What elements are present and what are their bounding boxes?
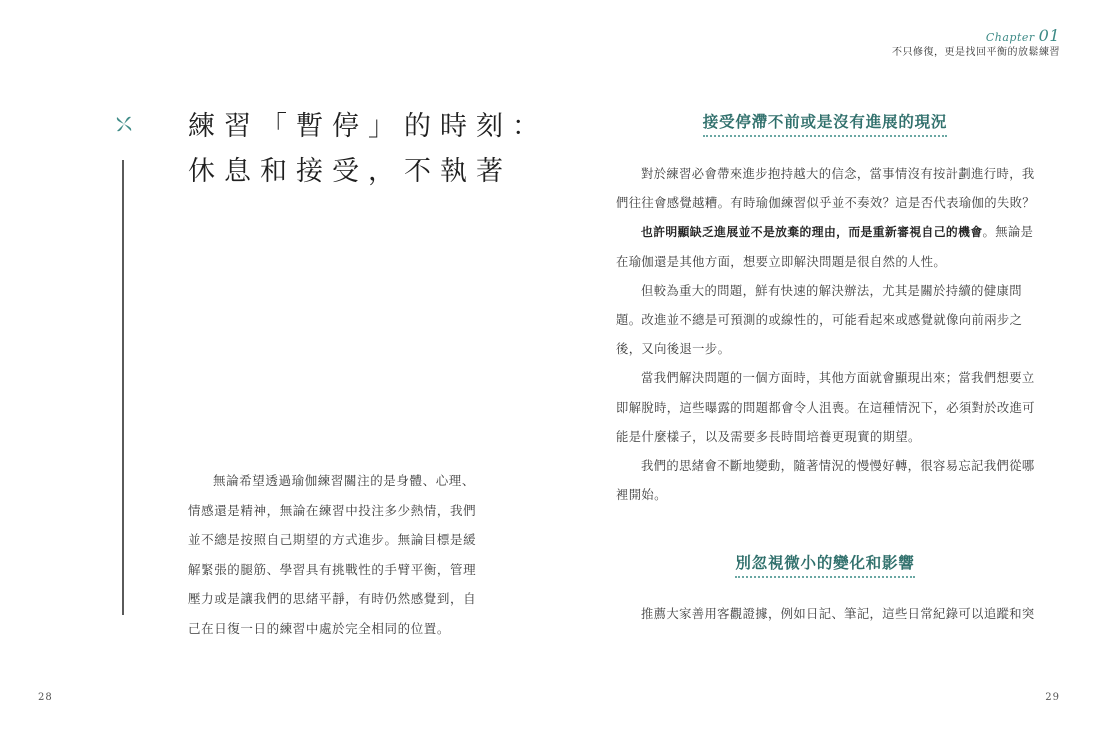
paragraph: 但較為重大的問題，鮮有快速的解決辦法，尤其是關於持續的健康問題。改進並不總是可預測的或線性的，可能看起來或感覺就像向前兩步之後，又向後退一步。	[616, 283, 1023, 357]
bold-phrase: 也許明顯缺乏進展並不是放棄的理由，而是重新審視自己的機會	[641, 225, 983, 240]
paragraph: 當我們解決問題的一個方面時，其他方面就會顯現出來；當我們想要立即解脫時，這些曝露的問題都會令人沮喪。在這種情況下，必須對於改進可能是什麼樣子，以及需要多長時間培養更現實的期望。	[616, 371, 1035, 444]
section-heading-1	[550, 110, 1100, 137]
running-head: 不只修復，更是找回平衡的放鬆練習	[892, 47, 1060, 58]
section-body-2	[616, 600, 1038, 629]
intro-paragraph: 無論希望透過瑜伽練習關注的是身體、心理、情感還是精神，無論在練習中投注多少熱情，我們並不總是按照自己期望的方式進步。無論目標是緩解緊張的腿筋、學習具有挑戰性的手臂平衡，管理壓力或是讓我們的思緒平靜，有時仍然感覺到，自己在日復一日的練習中處於完全相同的位置。	[188, 473, 477, 636]
four-petal-ornament-icon	[114, 114, 134, 134]
paragraph: 對於練習必會帶來進步抱持越大的信念，當事情沒有按計劃進行時，我們往往會感覺越糟。有時瑜伽練習似乎並不奏效？這是否代表瑜伽的失敗？	[616, 167, 1035, 211]
vertical-rule	[122, 160, 124, 615]
section-body-1	[616, 160, 1038, 510]
title-line-2: 休息和接受，不執著	[188, 156, 512, 187]
right-page	[550, 0, 1100, 745]
page-title	[188, 104, 548, 194]
paragraph: 我們的思緒會不斷地變動，隨著情況的慢慢好轉，很容易忘記我們從哪裡開始。	[616, 459, 1035, 503]
section-heading-2	[550, 551, 1100, 578]
page-number-right: 29	[1045, 692, 1060, 703]
paragraph	[616, 218, 1038, 276]
paragraph-rest: 。無論是在瑜伽還是其他方面，想要立即解決問題是很自然的人性。	[616, 225, 1034, 269]
title-line-1: 練習「暫停」的時刻：	[188, 111, 548, 142]
chapter-number: 01	[1038, 26, 1060, 45]
paragraph: 推薦大家善用客觀證據，例如日記、筆記，這些日常紀錄可以追蹤和突	[641, 607, 1035, 621]
page-number-left: 28	[38, 692, 53, 703]
section-heading-1-text: 接受停滯不前或是沒有進展的現況	[703, 110, 948, 137]
chapter-word: Chapter	[985, 31, 1035, 44]
section-heading-2-text: 別忽視微小的變化和影響	[735, 551, 914, 578]
